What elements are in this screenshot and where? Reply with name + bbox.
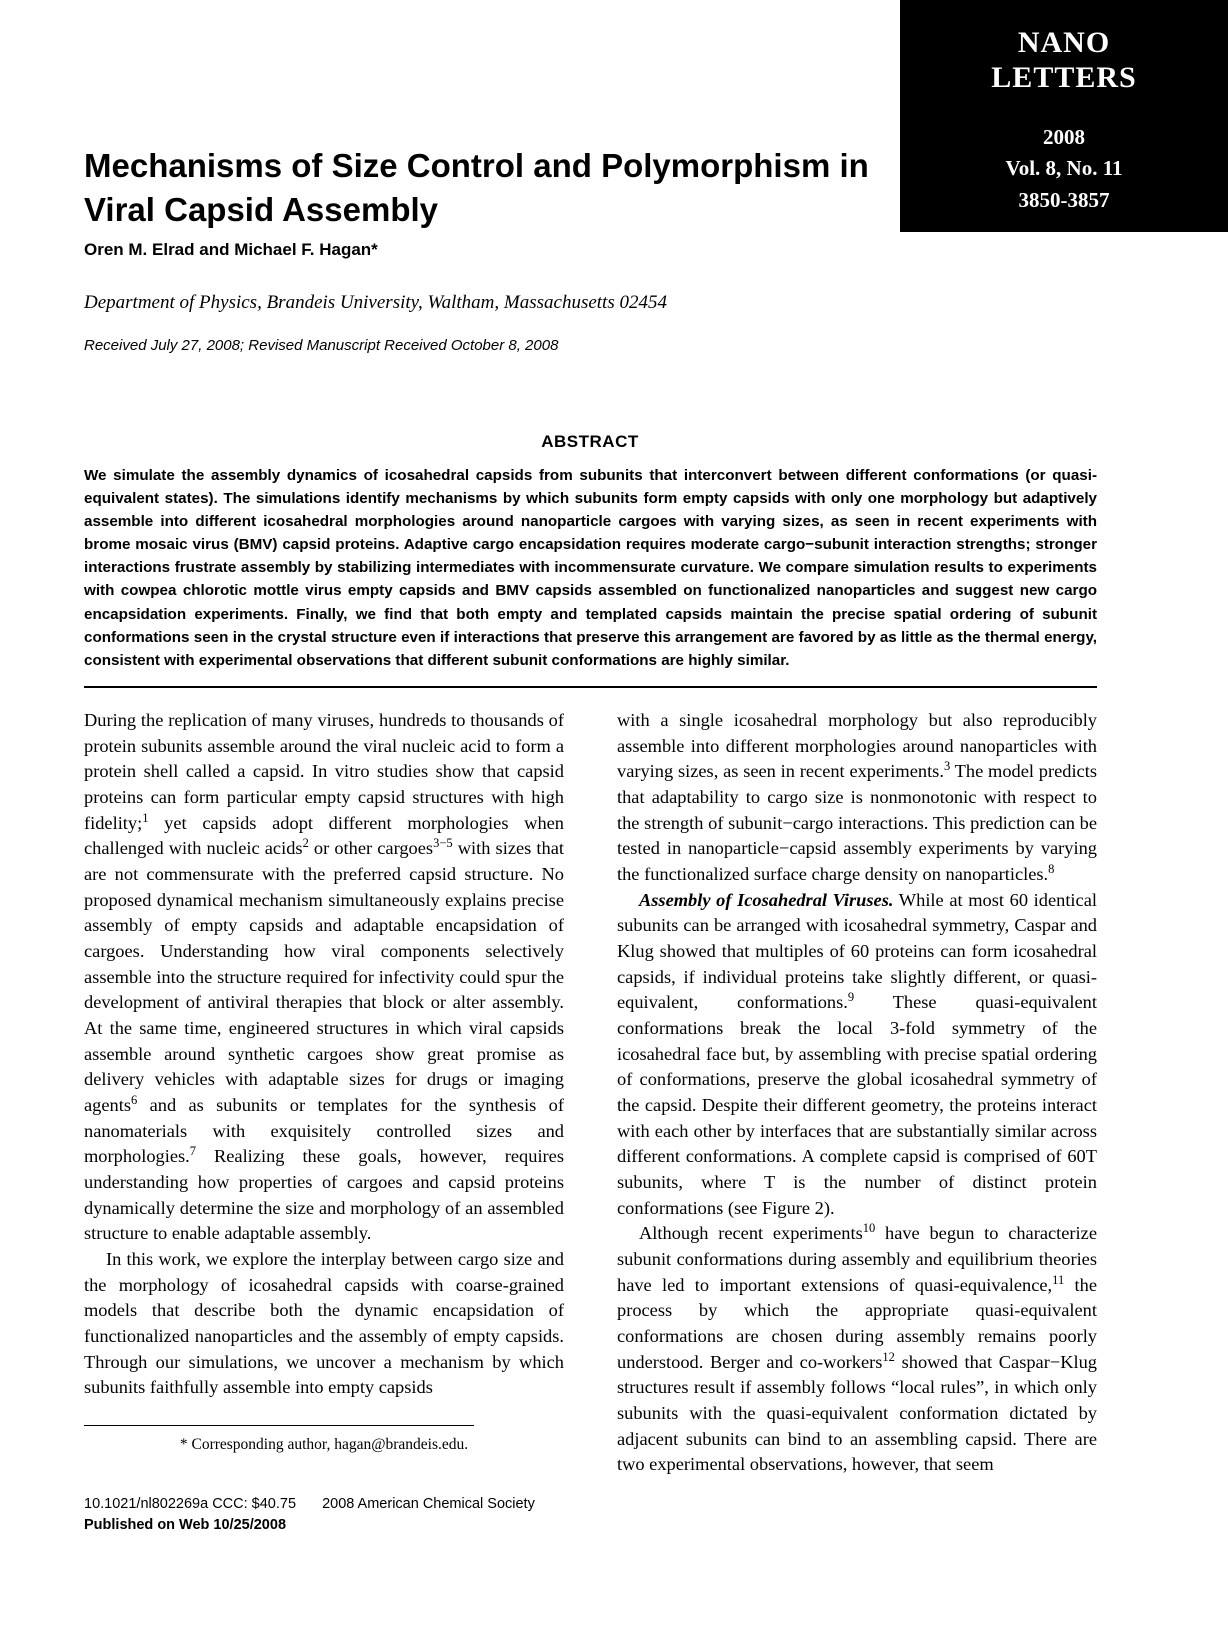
corresponding-author-note: * Corresponding author, hagan@brandeis.edu. <box>179 1436 469 1453</box>
copyright-block <box>84 1494 644 1536</box>
journal-issue-info <box>900 122 1228 217</box>
footnote-divider <box>84 1425 474 1426</box>
abstract-text: We simulate the assembly dynamics of icosahedral capsids from subunits that interconvert between different conformations (or quasi-equivalent states). The simulations identify mechanisms by which subunits form empty capsids with only one morphology but adaptively assemble into different icosahedral morphologies around nanoparticle cargoes with varying sizes, as seen in recent experiments with brome mosaic virus (BMV) capsid proteins. Adaptive cargo encapsidation requires moderate cargo−subunit interaction strengths; stronger interactions frustrate assembly by stabilizing intermediates with incommensurate curvature. We compare simulation results to experiments with cowpea chlorotic mottle virus empty capsids and BMV capsids assembled on functionalized nanoparticles and suggest new cargo encapsidation experiments. Finally, we find that both empty and templated capsids maintain the precise spatial ordering of subunit conformations seen in the crystal structure even if interactions that preserve this arrangement are favored by as little as the thermal energy, consistent with experimental observations that different subunit conformations are highly similar. <box>84 467 1097 669</box>
body-paragraph: with a single icosahedral morphology but also reproducibly assemble into different morphologies around nanoparticles with varying sizes, as seen in recent experiments.$^3$ The model predicts that adaptability to cargo size is nonmonotonic with respect to the strength of subunit−cargo interactions. This prediction can be tested in nanoparticle−capsid assembly experiments by varying the functionalized surface charge density on nanoparticles.$^8$ <box>617 710 1097 885</box>
body-column-left <box>84 708 564 1401</box>
abstract-heading: ABSTRACT <box>541 432 639 451</box>
horizontal-divider <box>84 686 1097 688</box>
journal-title-line1: NANO <box>1017 26 1111 59</box>
journal-volume: Vol. 8, No. 11 <box>1005 156 1123 181</box>
body-paragraph: In this work, we explore the interplay between cargo size and the morphology of icosahedral capsids with coarse-grained models that describe both the dynamic encapsidation of functionalized nanoparticles and the assembly of empty capsids. Through our simulations, we uncover a mechanism by which subunits faithfully assemble into empty capsids <box>84 1249 564 1398</box>
copyright-text: 2008 American Chemical Society <box>322 1496 535 1512</box>
page-title: Mechanisms of Size Control and Polymorphism in Viral Capsid Assembly <box>84 147 869 228</box>
received-dates: Received July 27, 2008; Revised Manuscript Received October 8, 2008 <box>84 337 559 354</box>
journal-title <box>900 26 1228 96</box>
body-paragraph: Assembly of Icosahedral Viruses. While at most 60 identical subunits can be arranged with icosahedral symmetry, Caspar and Klug showed that multiples of 60 proteins can form icosahedral capsids, if individual proteins take slightly different, or quasi-equivalent, conformations.$^9$ These quasi-equivalent conformations break the local 3-fold symmetry of the icosahedral face but, by assembling with precise spatial ordering of conformations, preserve the global icosahedral symmetry of the capsid. Despite their different geometry, the proteins interact with each other by interfaces that are substantially similar across different conformations. A complete capsid is comprised of 60T subunits, where T is the number of distinct protein conformations (see Figure 2). <box>617 889 1097 1218</box>
journal-banner <box>900 0 1228 232</box>
body-column-right <box>617 708 1097 1478</box>
journal-pages: 3850-3857 <box>1018 187 1110 212</box>
body-paragraph: Although recent experiments$^{10}$ have begun to characterize subunit conformations during assembly and equilibrium theories have led to important extensions of quasi-equivalence,$^{11}$ the process by which the appropriate quasi-equivalent conformations are chosen during assembly remains poorly understood. Berger and co-workers$^{12}$ showed that Caspar−Klug structures result if assembly follows “local rules”, in which only subunits with the quasi-equivalent conformation dictated by adjacent subunits can bind to an assembling capsid. There are two experimental observations, however, that seem <box>617 1221 1097 1475</box>
body-paragraph: During the replication of many viruses, hundreds to thousands of protein subunits assemble around the viral nucleic acid to form a protein shell called a capsid. In vitro studies show that capsid proteins can form particular empty capsid structures with high fidelity;$^1$ yet capsids adopt different morphologies when challenged with nucleic acids$^2$ or other cargoes$^{3-5}$ with sizes that are not commensurate with the preferred capsid structure. No proposed dynamical mechanism simultaneously explains precise assembly of empty capsids and adaptable encapsidation of cargoes. Understanding how viral components selectively assemble into the structure required for infectivity could spur the development of antiviral therapies that block or alter assembly. At the same time, engineered structures in which viral capsids assemble around synthetic cargoes show great promise as delivery vehicles with adaptable sizes for drugs or imaging agents$^6$ and as subunits or templates for the synthesis of nanomaterials with exquisitely controlled sizes and morphologies.$^7$ Realizing these goals, however, requires understanding how properties of cargoes and capsid proteins dynamically determine the size and morphology of an assembled structure to enable adaptable assembly. <box>84 710 564 1244</box>
journal-year: 2008 <box>1043 124 1085 149</box>
published-date: Published on Web 10/25/2008 <box>84 1517 287 1534</box>
author-list: Oren M. Elrad and Michael F. Hagan* <box>84 240 378 259</box>
journal-title-line2: LETTERS <box>991 60 1137 94</box>
doi-text: 10.1021/nl802269a CCC: $40.75 <box>84 1496 297 1512</box>
affiliation: Department of Physics, Brandeis University, Waltham, Massachusetts 02454 <box>84 292 667 313</box>
